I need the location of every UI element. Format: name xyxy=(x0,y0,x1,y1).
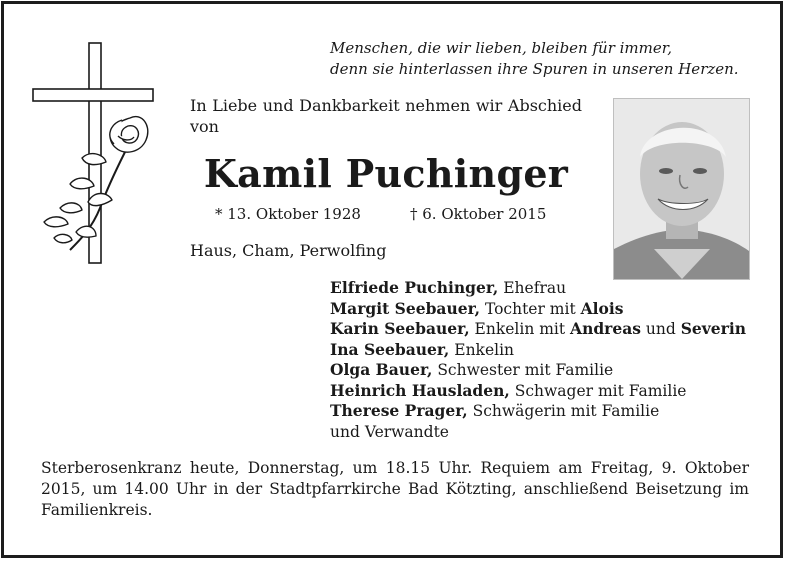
mourner-relation: und xyxy=(640,320,681,338)
deceased-name: Kamil Puchinger xyxy=(203,151,569,196)
intro-text: In Liebe und Dankbarkeit nehmen wir Abschied von xyxy=(190,96,582,136)
death-date: † 6. Oktober 2015 xyxy=(410,205,547,223)
mourner-name: Ina Seebauer, xyxy=(330,339,450,359)
mourner-row xyxy=(330,299,746,320)
mourner-relation: Enkelin mit xyxy=(469,320,571,338)
residence: Haus, Cham, Perwolfing xyxy=(190,241,387,260)
mourner-row xyxy=(330,360,746,381)
mourner-row xyxy=(330,278,746,299)
mourner-name: Olga Bauer, xyxy=(330,360,433,379)
portrait-photo xyxy=(613,98,750,280)
mourner-partner: Alois xyxy=(580,298,624,318)
mourner-relation: Ehefrau xyxy=(498,279,567,297)
service-details: Sterberosenkranz heute, Donnerstag, um 18.15 Uhr. Requiem am Freitag, 9. Oktober 2015, um 14.00 Uhr in der Stadtpfarrkirche Bad Kötzting, anschließend Beisetzung im Familienkreis. xyxy=(41,459,749,519)
mourner-name: Karin Seebauer, xyxy=(330,319,470,338)
mourner-relation: Schwester mit Familie xyxy=(432,361,614,379)
mourner-list xyxy=(330,278,746,442)
memorial-quote xyxy=(330,38,760,80)
mourner-name: Elfriede Puchinger, xyxy=(330,278,499,297)
cross-with-rose-icon xyxy=(30,40,160,266)
mourner-row xyxy=(330,381,746,402)
quote-line-2: denn sie hinterlassen ihre Spuren in unseren Herzen. xyxy=(330,60,739,78)
relatives-line: und Verwandte xyxy=(330,422,449,441)
mourner-partner: Severin xyxy=(680,319,746,338)
mourner-row xyxy=(330,401,746,422)
birth-date: * 13. Oktober 1928 xyxy=(215,205,361,223)
mourner-partner: Andreas xyxy=(570,319,641,338)
portrait-photo-drawing xyxy=(614,99,749,279)
mourner-row xyxy=(330,319,746,340)
mourner-name: Margit Seebauer, xyxy=(330,298,481,318)
mourner-row xyxy=(330,340,746,361)
mourner-name: Heinrich Hausladen, xyxy=(330,380,510,400)
quote-line-1: Menschen, die wir lieben, bleiben für immer, xyxy=(330,39,673,57)
mourner-name: Therese Prager, xyxy=(330,401,468,420)
mourner-relation: Enkelin xyxy=(449,340,515,359)
mourner-relation: Schwägerin mit Familie xyxy=(467,402,660,420)
mourner-relation: Tochter mit xyxy=(480,299,581,318)
mourner-relation: Schwager mit Familie xyxy=(509,381,687,400)
